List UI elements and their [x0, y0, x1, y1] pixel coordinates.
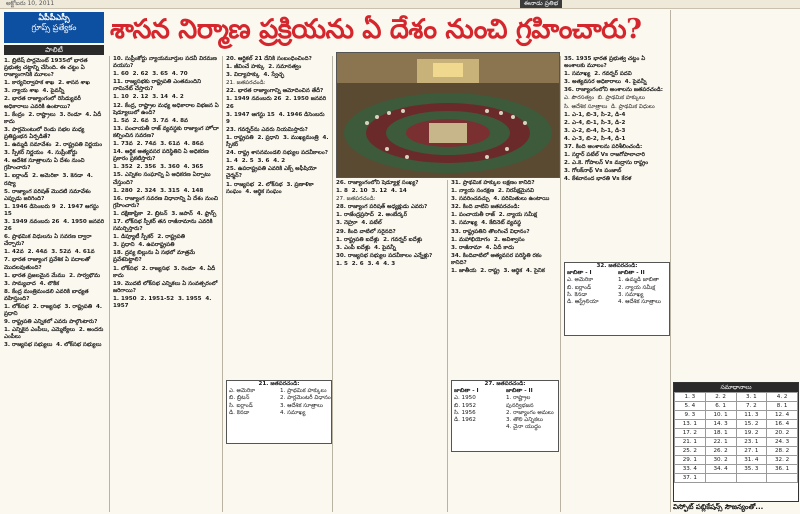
question-line: 24. రాష్ట్ర శాసనమండలి సభ్యుల పదవీకాలం?	[226, 150, 328, 157]
match-item: బి. ఐర్లాండ్	[567, 284, 592, 291]
answer-cell: 28. 2	[767, 447, 798, 456]
answer-cell: 37. 1	[675, 474, 706, 483]
question-line: 3. సవరించవచ్చు 4. పరిమితులు ఉంటాయి	[451, 196, 550, 203]
answer-cell: 33. 4	[675, 465, 706, 474]
match-title: 27. జతపరచండి:	[484, 381, 526, 387]
answer-cell: 19. 2	[736, 429, 767, 438]
answer-cell	[767, 474, 798, 483]
question-line: 1. భారత ప్రజలమైన మేము 2. సార్వభౌమ	[4, 272, 101, 279]
answer-cell: 8. 1	[767, 402, 798, 411]
question-line: 29. కింది వాటిలో సరైనది?	[336, 228, 396, 235]
answer-cell: 22. 1	[705, 438, 736, 447]
question-line: 9. రాష్ట్రపతి ఎన్నికలో ఎవరు పాల్గొంటారు?	[4, 319, 98, 326]
question-line: 7. భారత రాజ్యాంగ ప్రవేశిక ఏ పదాలతో మొదలవుతుంది?	[4, 257, 93, 271]
match-item: ఎ. 1950	[454, 395, 476, 402]
answer-cell: 14. 3	[705, 420, 736, 429]
question-line: 11. రాజ్యసభకు రాష్ట్రపతి ఎంతమందిని నామినేట్ చేస్తారు?	[113, 79, 203, 93]
question-line: 1. పంచాయతీ రాజ్ 2. న్యాయ సమీక్ష	[451, 212, 537, 219]
question-line: 25. ఉపరాష్ట్రపతి ఎవరికి ఎక్స్ అఫీషియో చైర్మన్?	[226, 166, 319, 180]
section-label: ఈనాడు ప్రతిభ	[520, 0, 562, 8]
match-right-list	[506, 395, 558, 431]
question-line: 14. ఆర్థిక అత్యవసర పరిస్థితిని ఏ అధికరణ ప్రకారం ప్రకటిస్తారు?	[113, 149, 211, 163]
answer-cell: 36. 1	[767, 465, 798, 474]
question-line: 1. లోక్‌సభ 2. రాజ్యసభ 3. రెండూ 4. ఏదీ కాదు	[113, 265, 218, 279]
match-right-list	[280, 388, 331, 417]
question-line: 1. ఉమ్మడి సమావేశం 2. రాష్ట్రపతి నిర్ణయం	[4, 142, 103, 149]
question-line: 1. 42వ 2. 44వ 3. 52వ 4. 61వ	[4, 249, 95, 256]
answer-cell: 27. 1	[736, 447, 767, 456]
assembly-hall-image	[337, 53, 559, 177]
question-line: 1. 8 2. 10 3. 12 4. 14	[336, 188, 407, 195]
question-line: 21. జతపరచండి:	[226, 80, 266, 87]
answer-cell: 1. 3	[675, 393, 706, 402]
question-line: 33. రాష్ట్రపతిని తొలగించే విధానం?	[451, 228, 530, 235]
question-line: 36. రాజ్యాంగంలోని అంశాలను జతపరచండి:	[564, 87, 664, 94]
match-left-list	[227, 388, 280, 417]
match-item: 4. ఆదేశిక సూత్రాలు	[618, 299, 661, 306]
question-line: 20. ఆర్టికల్ 21 దేనికి సంబంధించింది?	[226, 56, 312, 62]
list-header-1: జాబితా - I	[567, 270, 592, 277]
headline: శాసన నిర్మాణ ప్రక్రియను ఏ దేశం నుంచి గ్రహించారు?	[110, 14, 642, 45]
match-box-32	[564, 262, 670, 336]
question-line: 3. న్యాయ శాఖ 4. పైవన్నీ	[4, 88, 65, 95]
match-item: 3. తొలి ఎన్నికలు	[506, 417, 543, 424]
answer-row	[675, 438, 798, 447]
question-line: 19. మొదటి లోక్‌సభ ఎన్నికలు ఏ సంవత్సరంలో జరిగాయి?	[113, 280, 220, 294]
question-line: 1. దక్షిణాఫ్రికా 2. బ్రిటన్ 3. జపాన్ 4. ఫ్రాన్స్	[113, 210, 217, 217]
question-line: 1. ఎ-1, బి-3, సి-2, డి-4	[564, 111, 626, 118]
answer-key	[673, 382, 799, 502]
question-line: 3. సమాఖ్య 4. కేబినెట్ వ్యవస్థ	[451, 220, 521, 227]
question-line: 1. ఎన్నికైన ఎంపీలు, ఎమ్మెల్యేలు 2. అందరు ఎంపీలు	[4, 327, 106, 341]
column-rule	[332, 56, 333, 512]
answer-cell: 21. 1	[675, 438, 706, 447]
match-item: బి. బ్రిటన్	[229, 395, 250, 402]
answer-cell: 15. 2	[736, 420, 767, 429]
match-item: డి. ఆస్ట్రేలియా	[567, 299, 599, 306]
answer-cell: 9. 3	[675, 411, 706, 420]
question-line: 1. 4 2. 5 3. 6 4. 2	[226, 158, 286, 165]
question-line: 26. రాజ్యాంగంలోని షెడ్యూళ్ల సంఖ్య?	[336, 180, 419, 186]
question-line: ఎ. పౌరసత్వం బి. ప్రాథమిక హక్కులు	[564, 95, 645, 102]
questions-column-2	[113, 56, 219, 512]
match-right-list	[618, 277, 669, 306]
question-line: 2. ఎ-4, బి-1, సి-3, డి-2	[564, 119, 626, 126]
question-line: 1. 1950 2. 1951-52 3. 1955 4. 1957	[113, 295, 214, 309]
match-title: 32. జతపరచండి:	[596, 263, 638, 269]
question-line: 1. 73వ 2. 74వ 3. 61వ 4. 86వ	[113, 141, 204, 148]
question-line: 1. 5 2. 6 3. 4 4. 3	[336, 260, 396, 267]
match-item: సి. ఐర్లాండ్	[229, 402, 253, 409]
answer-cell: 7. 2	[736, 402, 767, 411]
answer-cell: 6. 1	[705, 402, 736, 411]
question-line: 1. 1949 నవంబరు 26 2. 1950 జనవరి 26	[226, 96, 329, 110]
answer-row	[675, 429, 798, 438]
question-line: 1. సమాఖ్య 2. గవర్నర్ పదవి	[564, 71, 632, 78]
question-line: 1. జాతీయ 2. రాష్ట్ర 3. ఆర్థిక 4. సైనిక	[451, 268, 545, 275]
question-line: 3. రాజీనామా 4. ఏదీ కాదు	[451, 244, 515, 251]
question-line: 6. ప్రాథమిక విధులను ఏ సవరణ ద్వారా చేర్చారు?	[4, 234, 94, 248]
question-line: 1. కేంద్రం 2. రాష్ట్రాలు 3. రెండూ 4. ఏదీ కాదు	[4, 111, 104, 125]
answer-key-title: సమాధానాలు	[674, 383, 798, 392]
question-line: 1. మహాభియోగం 2. అవిశ్వాసం	[451, 236, 525, 243]
question-line: 1. 280 2. 324 3. 315 4. 148	[113, 187, 204, 194]
question-line: 10. సుప్రీంకోర్టు న్యాయమూర్తుల పదవీ విరమణ వయసు?	[113, 56, 219, 70]
answer-cell: 10. 1	[705, 411, 736, 420]
column-rule	[222, 56, 223, 512]
question-line: 3. రాజ్యసభ సభ్యులు 4. లోక్‌సభ సభ్యులు	[4, 342, 102, 349]
question-line: 4. కేశవానంద భారతి Vs కేరళ	[564, 176, 632, 183]
question-line: 1. డిప్యూటీ స్పీకర్ 2. రాష్ట్రపతి	[113, 234, 185, 241]
subject-tag: పాలిటీ	[4, 45, 104, 55]
match-item: 1. రాష్ట్రాల పునర్విభజన	[506, 395, 534, 409]
answer-row	[675, 420, 798, 429]
answer-cell: 12. 4	[767, 411, 798, 420]
question-line: 1. రాజ్యసభ 2. లోక్‌సభ 3. ప్రణాళికా సంఘం 4. ఆర్థిక సంఘం	[226, 181, 316, 195]
assembly-photo	[336, 52, 560, 178]
questions-column-1	[4, 58, 106, 510]
match-item: డి. 1962	[454, 417, 476, 424]
answer-row	[675, 474, 798, 483]
match-item: 2. న్యాయ సమీక్ష	[618, 284, 656, 291]
answer-row	[675, 447, 798, 456]
question-line: 3. 1947 ఆగస్టు 15 4. 1946 డిసెంబరు 9	[226, 111, 327, 125]
question-line: 1. 10 2. 12 3. 14 4. 2	[113, 94, 184, 101]
column-rule	[447, 180, 448, 512]
question-line: 18. ద్రవ్య బిల్లును ఏ సభలో మాత్రమే ప్రవేశపెట్టాలి?	[113, 250, 197, 264]
question-line: 4. ఆదేశిక సూత్రాలను ఏ దేశం నుంచి గ్రహించారు?	[4, 158, 87, 172]
question-line: 12. కేంద్ర, రాష్ట్రాల మధ్య అధికారాల విభజన ఏ షెడ్యూలులో ఉంది?	[113, 102, 221, 116]
question-line: 3. స్పీకర్ నిర్ణయం 4. సుప్రీంకోర్టు	[4, 150, 78, 157]
question-line: 1. కార్యనిర్వాహక శాఖ 2. శాసన శాఖ	[4, 80, 90, 87]
column-rule	[670, 10, 671, 512]
match-item: ఎ. అమెరికా	[229, 388, 256, 395]
question-line: 1. 1946 డిసెంబరు 9 2. 1947 ఆగస్టు 15	[4, 203, 101, 217]
question-line: 31. ప్రాథమిక హక్కుల లక్షణం కానిది?	[451, 180, 535, 186]
question-line: 1. 352 2. 356 3. 360 4. 365	[113, 164, 204, 171]
match-item: 1. ఉమ్మడి జాబితా	[618, 277, 660, 284]
questions-column-3	[226, 56, 330, 376]
answer-cell: 34. 4	[705, 465, 736, 474]
column-rule	[109, 56, 110, 512]
question-line: 1. జీవించే హక్కు 2. సమానత్వం	[226, 64, 302, 71]
answer-cell: 24. 3	[767, 438, 798, 447]
question-line: 2. భారత రాజ్యాంగంలో రెసిడ్యువరీ అధికారాలు ఎవరికి ఉంటాయి?	[4, 96, 83, 110]
match-item: డి. కెనడా	[229, 409, 250, 416]
match-item: 4. చైనా యుద్ధం	[506, 424, 541, 431]
question-line: 35. 1935 భారత ప్రభుత్వ చట్టం ఏ అంశాలకు మూలం?	[564, 56, 648, 70]
answer-cell: 13. 1	[675, 420, 706, 429]
question-line: 23. గవర్నర్‌ను ఎవరు నియమిస్తారు?	[226, 126, 308, 133]
question-line: 32. కింది వాటిని జతపరచండి:	[451, 204, 520, 211]
answer-row	[675, 393, 798, 402]
answer-cell: 30. 2	[705, 456, 736, 465]
question-line: 1. రాష్ట్రపతి 2. ప్రధాని 3. ముఖ్యమంత్రి 4. స్పీకర్	[226, 134, 331, 149]
answer-cell: 11. 3	[736, 411, 767, 420]
question-line: 5. రాజ్యాంగ పరిషత్ మొదటి సమావేశం ఎప్పుడు జరిగింది?	[4, 188, 93, 202]
question-line: 37. కింది అంశాలను పరిశీలించండి:	[564, 144, 643, 151]
question-line: 3. సామ్యవాద 4. లౌకిక	[4, 280, 60, 287]
question-line: 8. కేంద్ర మంత్రిమండలి ఎవరికి బాధ్యత వహిస్తుంది?	[4, 288, 91, 302]
match-left-list	[452, 395, 506, 431]
answer-cell: 4. 2	[767, 393, 798, 402]
question-line: 3. ప్రధాని 4. ఉపరాష్ట్రపతి	[113, 242, 175, 249]
answer-key-table	[674, 392, 798, 483]
question-line: 3. గోలక్‌నాథ్ Vs పంజాబ్	[564, 168, 622, 175]
question-line: 3. 1949 నవంబరు 26 4. 1950 జనవరి 26	[4, 218, 107, 233]
question-line: 1. సర్దార్ పటేల్ Vs రాజగోపాలాచారి	[564, 152, 645, 159]
section-tag	[4, 12, 104, 43]
answer-cell: 26. 2	[705, 447, 736, 456]
answer-cell	[736, 474, 767, 483]
question-line: 1. రాజేంద్రప్రసాద్ 2. అంబేద్కర్	[336, 212, 408, 219]
questions-column-5	[451, 180, 557, 510]
answer-cell: 18. 1	[705, 429, 736, 438]
list-header-2: జాబితా - II	[618, 270, 645, 277]
match-item: సి. 1956	[454, 409, 476, 416]
answer-row	[675, 402, 798, 411]
top-strip	[0, 0, 800, 9]
answer-cell: 2. 2	[705, 393, 736, 402]
tag-line1: ఏపీపీఎస్సీ	[38, 13, 70, 22]
answer-cell	[705, 474, 736, 483]
match-left-list	[565, 277, 618, 306]
question-line: 28. రాజ్యాంగ పరిషత్ అధ్యక్షుడు ఎవరు?	[336, 204, 428, 211]
question-line: 30. రాజ్యసభ సభ్యుల పదవీకాలం ఎన్నేళ్లు?	[336, 252, 433, 259]
question-line: 3. ఎంపీ ఐదేళ్లు 4. పైవన్నీ	[336, 244, 396, 251]
answer-cell: 20. 2	[767, 429, 798, 438]
match-box-27	[451, 380, 559, 452]
question-line: 27. జతపరచండి:	[336, 196, 376, 203]
match-item: 4. సమాఖ్య	[280, 409, 306, 416]
answer-row	[675, 411, 798, 420]
answer-cell: 17. 2	[675, 429, 706, 438]
footer-credit: విస్ఫోట్ పబ్లికేషన్స్ సౌజన్యంతో...	[673, 503, 764, 511]
question-line: 13. పంచాయతీ రాజ్ వ్యవస్థకు రాజ్యాంగ హోదా కల్పించిన సవరణ?	[113, 125, 221, 139]
question-line: 3. విద్యాహక్కు 4. స్వేచ్ఛ	[226, 72, 285, 79]
question-line: 1. ఐర్లాండ్ 2. అమెరికా 3. కెనడా 4. రష్యా	[4, 173, 95, 187]
question-line: 1. బ్రిటిష్ పార్లమెంట్ 1935లో భారత ప్రభుత్వ చట్టాన్ని చేసింది. ఈ చట్టం ఏ రాజ్యాంగానికి మూలం?	[4, 58, 90, 79]
questions-column-7	[674, 10, 796, 378]
match-item: ఎ. అమెరికా	[567, 277, 594, 284]
answer-cell: 35. 3	[736, 465, 767, 474]
questions-column-6	[564, 56, 668, 256]
answer-row	[675, 465, 798, 474]
question-line: 17. లోక్‌సభ స్పీకర్ తన రాజీనామాను ఎవరికి సమర్పిస్తారు?	[113, 218, 215, 233]
match-box-21	[226, 380, 332, 444]
match-item: సి. కెనడా	[567, 291, 588, 298]
question-line: 1. రాష్ట్రపతి ఐదేళ్లు 2. గవర్నర్ ఐదేళ్లు	[336, 236, 423, 243]
match-item: 3. ఆదేశిక సూత్రాలు	[280, 402, 323, 409]
answer-cell: 16. 4	[767, 420, 798, 429]
question-line: 15. ఎన్నికల సంఘాన్ని ఏ అధికరణ ఏర్పాటు చేస్తుంది?	[113, 172, 213, 186]
match-item: బి. 1952	[454, 402, 477, 409]
match-item: 2. రాజ్యాంగం అమలు	[506, 409, 554, 416]
question-line: సి. ఆదేశిక సూత్రాలు డి. ప్రాథమిక విధులు	[564, 103, 655, 110]
question-line: 16. రాజ్యాంగ సవరణ విధానాన్ని ఏ దేశం నుంచి గ్రహించారు?	[113, 195, 220, 209]
questions-column-4	[336, 180, 444, 510]
question-line: 3. నెహ్రూ 4. పటేల్	[336, 220, 382, 227]
answer-cell: 31. 4	[736, 456, 767, 465]
question-line: 3. అత్యవసర అధికారాలు 4. పైవన్నీ	[564, 79, 647, 86]
answer-cell: 25. 2	[675, 447, 706, 456]
question-line: 3. పార్లమెంటులో రెండు సభల మధ్య ప్రతిష్టంభన ఏర్పడితే?	[4, 126, 87, 140]
answer-row	[675, 456, 798, 465]
tag-line2: గ్రూప్స్ ప్రత్యేకం	[31, 23, 77, 32]
match-item: 2. పార్లమెంటరీ విధానం	[280, 395, 331, 402]
question-line: 22. భారత రాజ్యాంగాన్ని ఆమోదించిన తేదీ?	[226, 88, 324, 95]
question-line: 34. కిందివాటిలో అత్యవసర పరిస్థితి రకం కానిది?	[451, 252, 544, 266]
list-header-1: జాబితా - I	[454, 388, 479, 395]
question-line: 1. లోక్‌సభ 2. రాజ్యసభ 3. రాష్ట్రపతి 4. ప్రధాని	[4, 304, 104, 318]
match-title: 21. జతపరచండి:	[258, 381, 300, 387]
issue-date: అక్టోబరు 10, 2011	[6, 0, 55, 7]
list-header-2: జాబితా - II	[506, 388, 533, 395]
column-rule	[560, 56, 561, 512]
question-line: 1. న్యాయ సంరక్షణ 2. నిరపేక్షమైనవి	[451, 188, 534, 195]
question-line: 1. 60 2. 62 3. 65 4. 70	[113, 71, 188, 78]
match-item: 3. సమాఖ్య	[618, 291, 644, 298]
question-line: 1. 5వ 2. 6వ 3. 7వ 4. 8వ	[113, 117, 189, 124]
answer-cell: 32. 2	[767, 456, 798, 465]
question-line: 3. ఎ-2, బి-4, సి-1, డి-3	[564, 127, 626, 134]
question-line: 4. ఎ-3, బి-2, సి-4, డి-1	[564, 135, 626, 142]
question-line: 2. ఎ.కె. గోపాలన్ Vs మద్రాసు రాష్ట్రం	[564, 160, 649, 167]
answer-cell: 3. 1	[736, 393, 767, 402]
answer-cell: 5. 4	[675, 402, 706, 411]
answer-cell: 29. 1	[675, 456, 706, 465]
match-item: 1. ప్రాథమిక హక్కులు	[280, 388, 327, 395]
answer-cell: 23. 1	[736, 438, 767, 447]
